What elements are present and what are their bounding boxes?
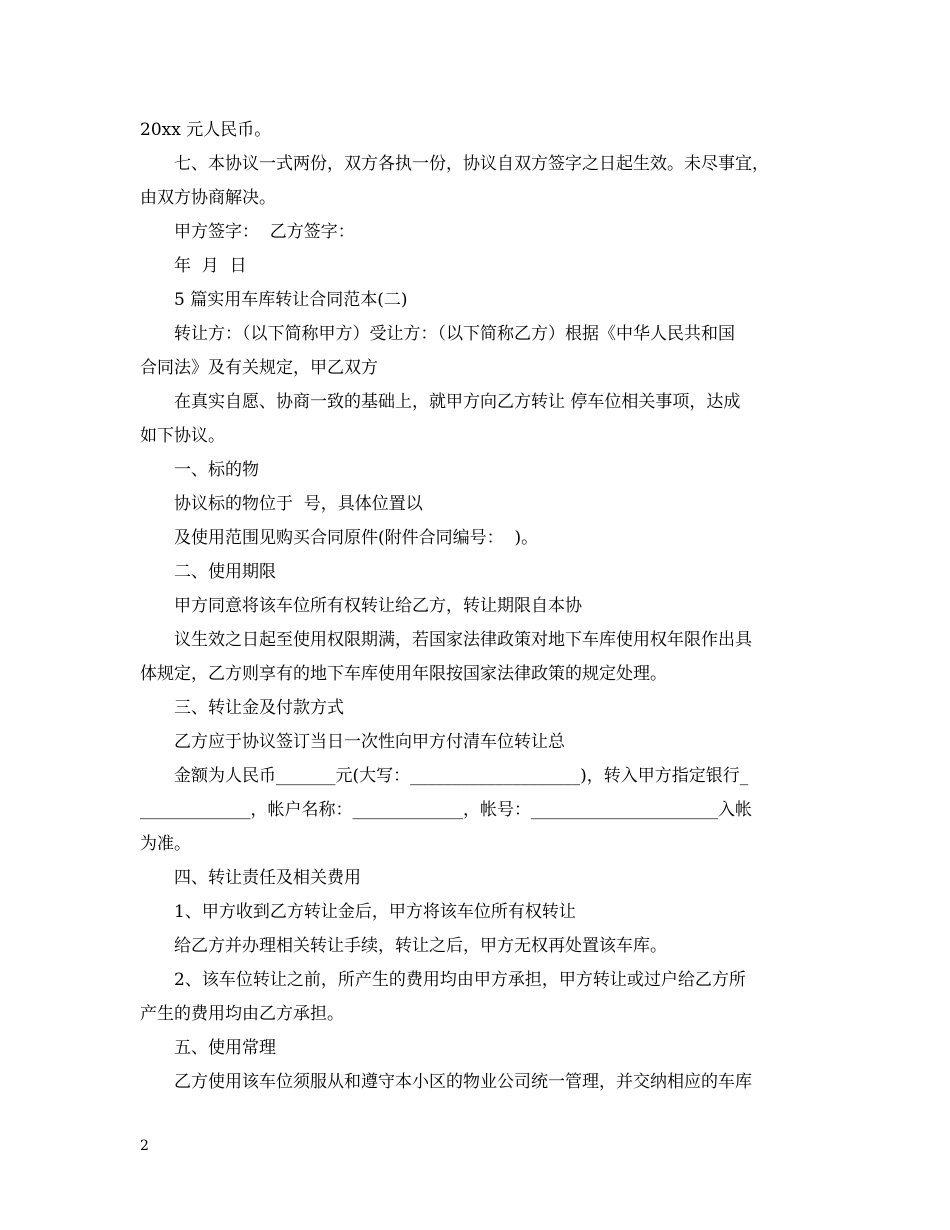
text-line: 三、转让金及付款方式 <box>174 698 344 718</box>
text-line: 一、标的物 <box>174 460 259 480</box>
text-line: 体规定，乙方则享有的地下车库使用年限按国家法律政策的规定处理。 <box>140 664 667 684</box>
text-line: 转让方：（以下简称甲方）受让方：（以下简称乙方）根据《中华人民共和国 <box>174 324 735 344</box>
text-line: 5 篇实用车库转让合同范本(二) <box>174 290 408 310</box>
text-line: 甲方同意将该车位所有权转让给乙方，转让期限自本协 <box>174 596 582 616</box>
text-line: 由双方协商解决。 <box>140 188 276 208</box>
text-line: 20xx 元人民币。 <box>140 120 272 140</box>
text-line: 四、转让责任及相关费用 <box>174 868 361 888</box>
page-number: 2 <box>140 1138 149 1154</box>
text-line: 给乙方并办理相关转让手续，转让之后，甲方无权再处置该车库。 <box>174 936 667 956</box>
text-line: 1、甲方收到乙方转让金后，甲方将该车位所有权转让 <box>174 902 576 922</box>
text-line: 协议标的物位于 号，具体位置以 <box>174 494 423 514</box>
text-line: 乙方应于协议签订当日一次性向甲方付清车位转让总 <box>174 732 565 752</box>
text-line: 议生效之日起至使用权限期满，若国家法律政策对地下车库使用权年限作出具 <box>174 630 752 650</box>
text-line: 在真实自愿、协商一致的基础上，就甲方向乙方转让 停车位相关事项，达成 <box>174 392 741 412</box>
document-body <box>140 113 820 1099</box>
text-line: _____________，帐户名称：_____________，帐号：______________________入帐 <box>140 800 752 820</box>
text-line: 五、使用常理 <box>174 1038 276 1058</box>
text-line: 金额为人民币_______元(大写：____________________)，转入甲方指定银行_ <box>174 766 749 786</box>
text-line: 2、该车位转让之前，所产生的费用均由甲方承担，甲方转让或过户给乙方所 <box>174 970 746 990</box>
text-line: 为准。 <box>140 834 191 854</box>
text-line: 七、本协议一式两份，双方各执一份，协议自双方签字之日起生效。未尽事宜， <box>174 154 769 174</box>
text-line: 产生的费用均由乙方承担。 <box>140 1004 344 1024</box>
text-line: 如下协议。 <box>140 426 225 446</box>
text-line: 二、使用期限 <box>174 562 276 582</box>
text-line: 甲方签字： 乙方签字： <box>174 222 355 242</box>
text-line: 合同法》及有关规定，甲乙双方 <box>140 358 378 378</box>
text-line: 乙方使用该车位须服从和遵守本小区的物业公司统一管理，并交纳相应的车库 <box>174 1072 752 1092</box>
text-line: 及使用范围见购买合同原件(附件合同编号： )。 <box>174 528 539 548</box>
text-line: 年 月 日 <box>174 256 247 276</box>
